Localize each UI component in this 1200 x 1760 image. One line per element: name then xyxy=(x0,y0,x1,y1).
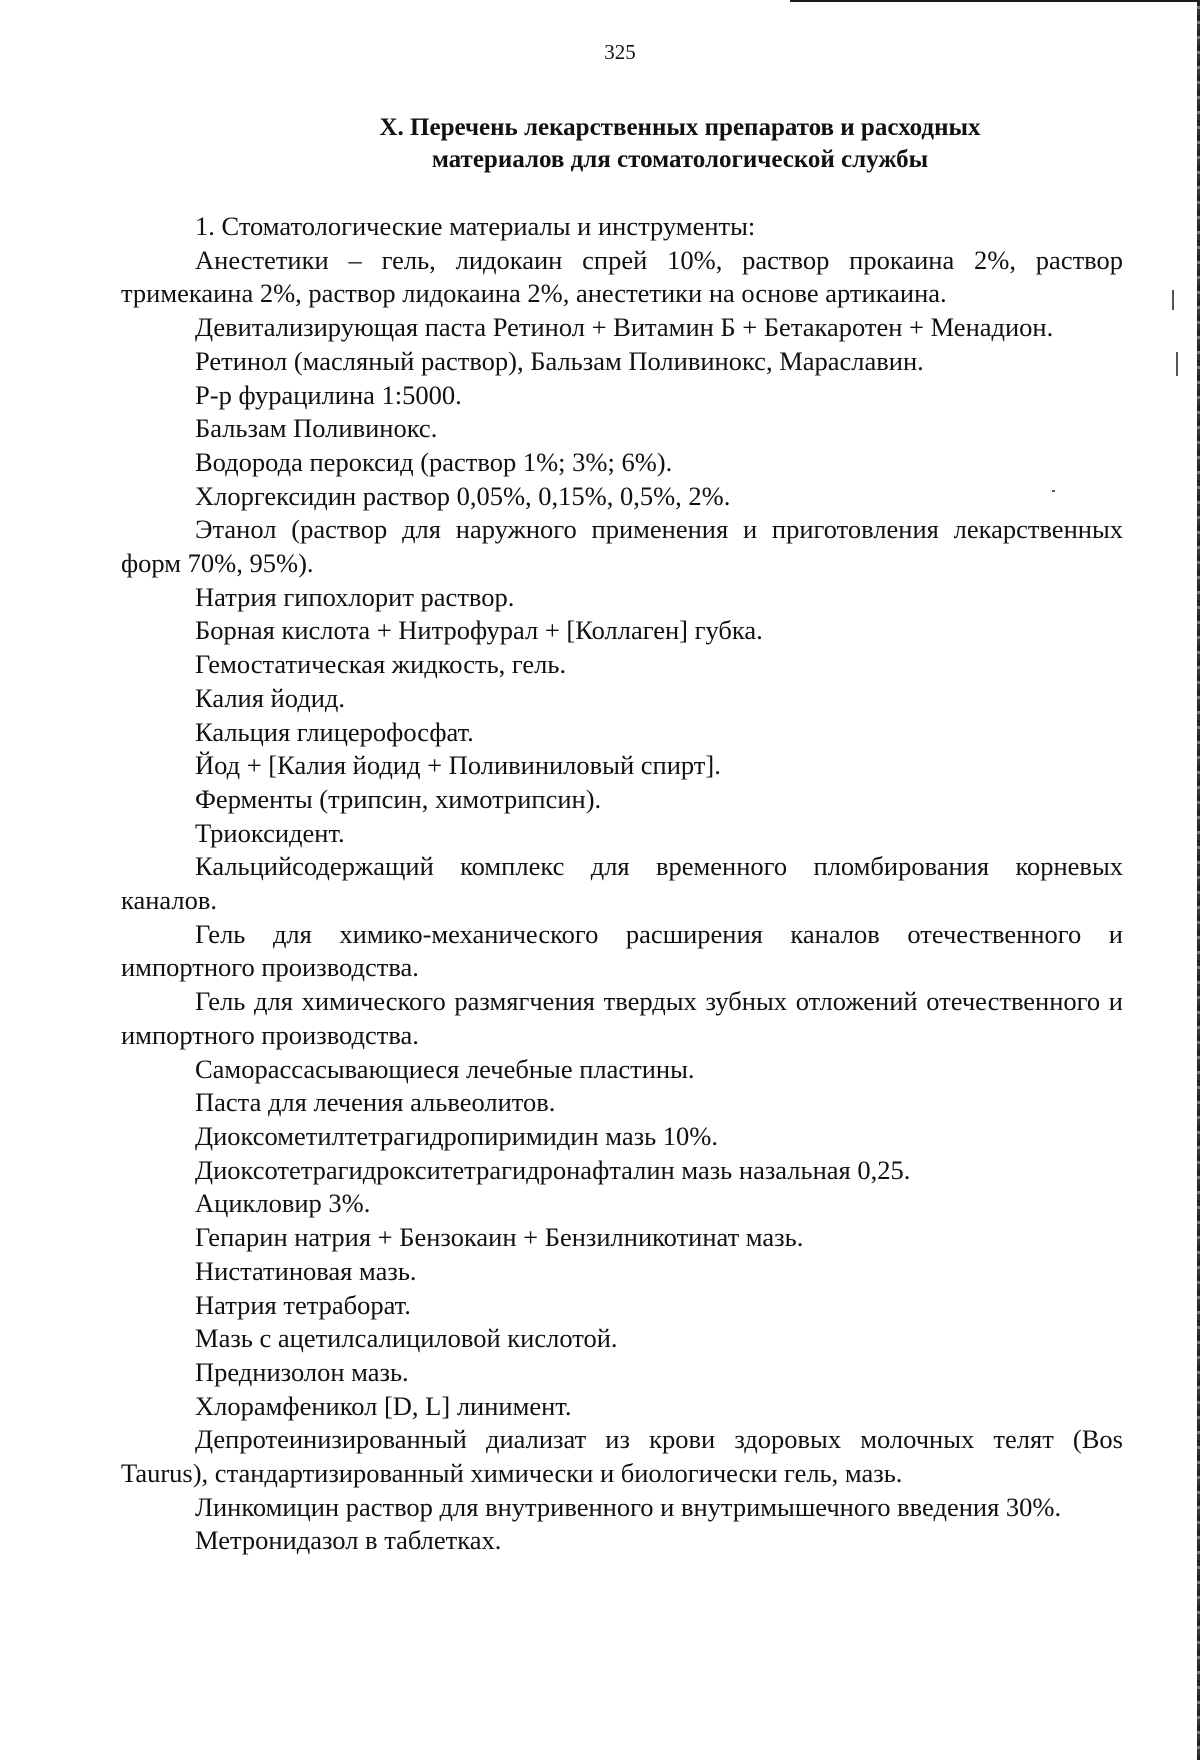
list-heading: 1. Стоматологические материалы и инструменты: xyxy=(195,211,756,241)
list-item: Ферменты (трипсин, химотрипсин). xyxy=(195,783,602,814)
list-item: Депротеинизированный диализат из крови здоровых молочных телят (Bos Taurus), стандартизированный химически и биологически гель, мазь. xyxy=(121,1424,1123,1489)
list-item: Бальзам Поливинокс. xyxy=(195,413,438,444)
list-item: Этанол (раствор для наружного применения и приготовления лекарственных форм 70%, 95%). xyxy=(121,514,1123,579)
list-item: Метронидазол в таблетках. xyxy=(195,1525,502,1556)
scan-speck xyxy=(1176,352,1178,376)
scan-edge-top xyxy=(790,0,1200,2)
list-item: Мазь с ацетилсалициловой кислотой. xyxy=(195,1323,618,1354)
list-item: Паста для лечения альвеолитов. xyxy=(195,1087,556,1118)
list-item: Натрия гипохлорит раствор. xyxy=(195,581,515,612)
list-item: Хлорамфеникол [D, L] линимент. xyxy=(195,1390,572,1421)
document-body xyxy=(121,210,1123,1558)
list-item: Натрия тетраборат. xyxy=(195,1289,411,1320)
list-item: Гемостатическая жидкость, гель. xyxy=(195,649,567,680)
list-item: Ацикловир 3%. xyxy=(195,1188,371,1219)
list-item: Девитализирующая паста Ретинол + Витамин Б + Бетакаротен + Менадион. xyxy=(195,312,1054,343)
list-item: Линкомицин раствор для внутривенного и внутримышечного введения 30%. xyxy=(195,1491,1062,1522)
list-item: Преднизолон мазь. xyxy=(195,1356,409,1387)
list-item: Кальцийсодержащий комплекс для временного пломбирования корневых каналов. xyxy=(121,851,1123,916)
list-item: Диоксотетрагидрокситетрагидронафталин мазь назальная 0,25. xyxy=(195,1154,911,1185)
list-item: Ретинол (масляный раствор), Бальзам Поливинокс, Мараславин. xyxy=(195,345,924,376)
list-item: Гепарин натрия + Бензокаин + Бензилникотинат мазь. xyxy=(195,1222,804,1253)
section-title xyxy=(120,112,1200,176)
list-item: Йод + [Калия йодид + Поливиниловый спирт]. xyxy=(195,750,721,781)
list-item: Калия йодид. xyxy=(195,682,345,713)
list-item: Борная кислота + Нитрофурал + [Коллаген] губка. xyxy=(195,615,763,646)
list-item: Гель для химико-механического расширения каналов отечественного и импортного производства. xyxy=(121,918,1123,983)
list-item: Анестетики – гель, лидокаин спрей 10%, раствор прокаина 2%, раствор тримекаина 2%, раствор лидокаина 2%, анестетики на основе артикаина. xyxy=(121,244,1123,309)
list-item: Р-р фурацилина 1:5000. xyxy=(195,379,462,410)
list-item: Нистатиновая мазь. xyxy=(195,1255,417,1286)
list-item: Гель для химического размягчения твердых зубных отложений отечественного и импортного производства. xyxy=(121,986,1123,1050)
scan-speck xyxy=(1172,290,1174,310)
page-number: 325 xyxy=(604,40,636,64)
list-item: Водорода пероксид (раствор 1%; 3%; 6%). xyxy=(195,446,673,477)
list-item: Кальция глицерофосфат. xyxy=(195,716,474,747)
list-item: Диоксометилтетрагидропиримидин мазь 10%. xyxy=(195,1120,718,1151)
list-item: Хлоргексидин раствор 0,05%, 0,15%, 0,5%, 2%. xyxy=(195,480,731,511)
section-title-line-1: X. Перечень лекарственных препаратов и расходных xyxy=(379,114,981,141)
list-item: Саморассасывающиеся лечебные пластины. xyxy=(195,1053,695,1084)
section-title-line-2: материалов для стоматологической службы xyxy=(431,146,929,173)
list-item: Триоксидент. xyxy=(195,817,345,848)
